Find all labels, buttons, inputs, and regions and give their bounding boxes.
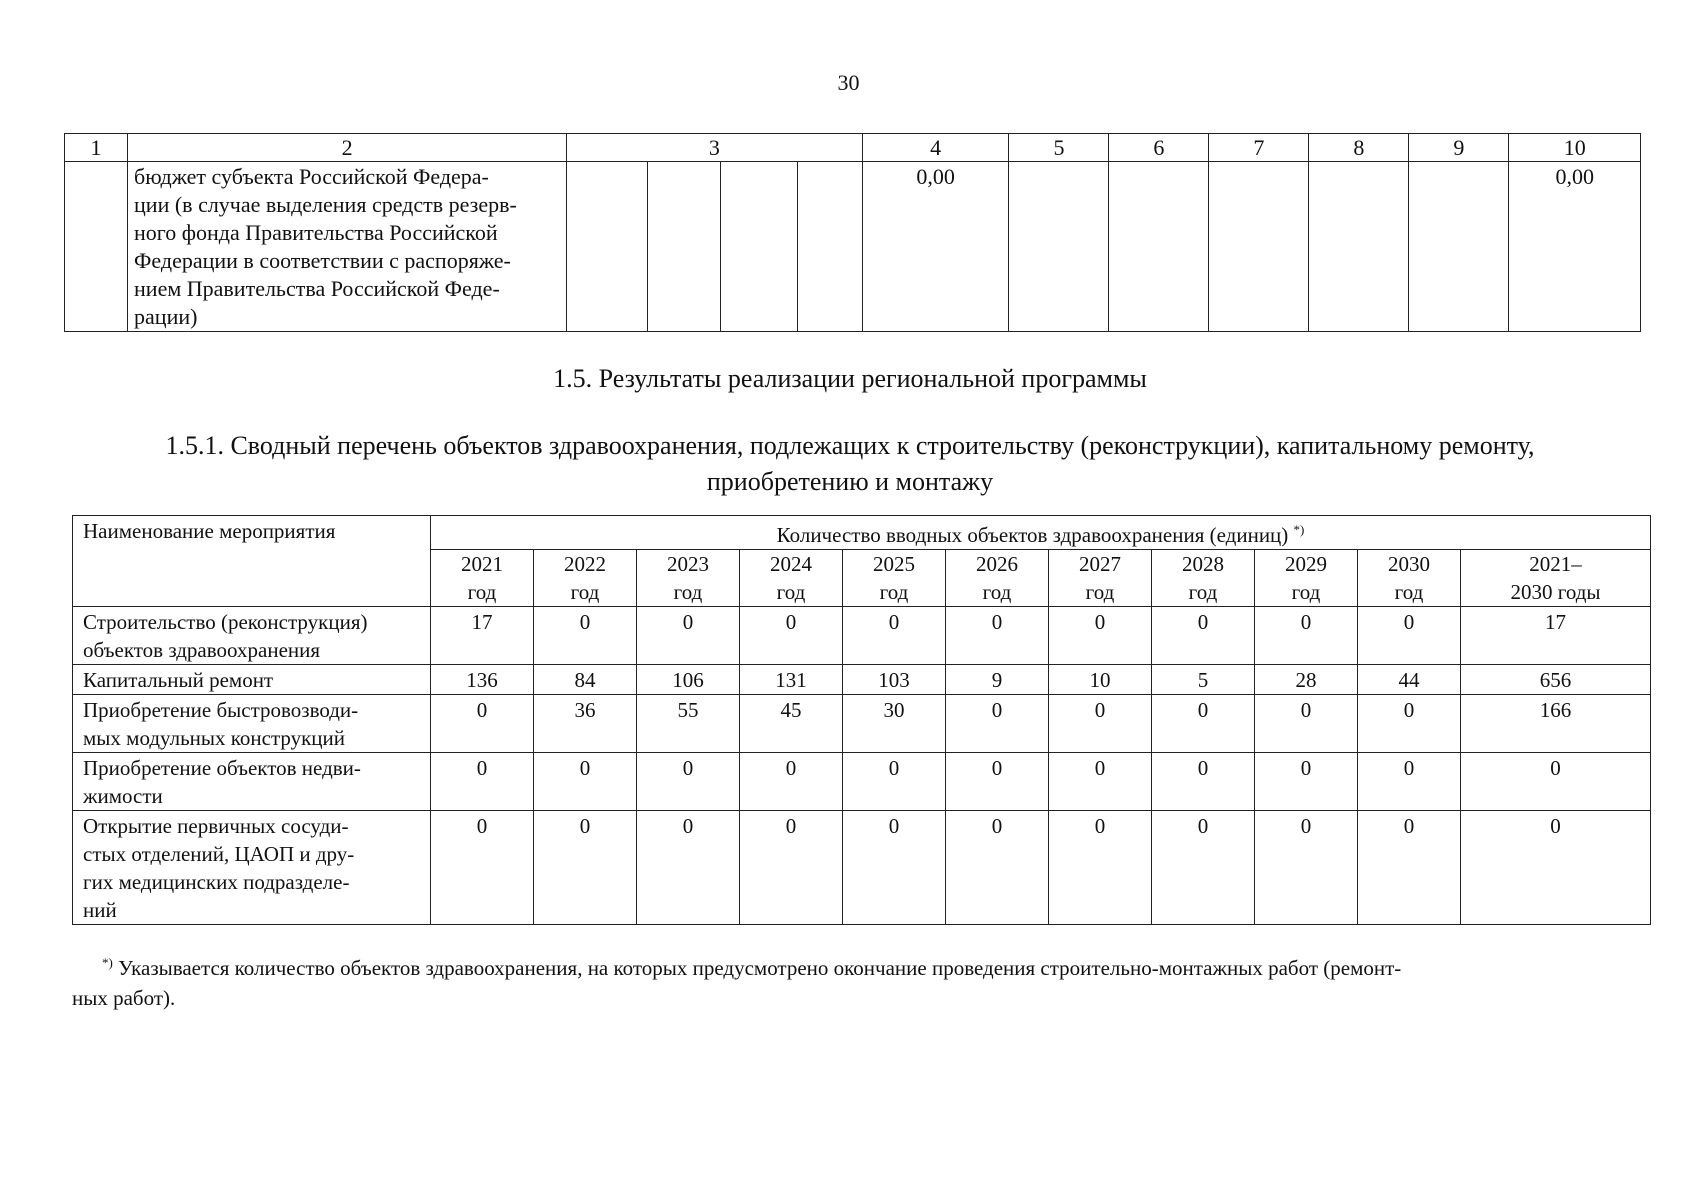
table-row bbox=[73, 753, 1651, 811]
value-cell: 0 bbox=[1255, 695, 1358, 753]
activity-name-cell bbox=[73, 753, 431, 811]
results-table bbox=[72, 515, 1651, 925]
total-amount-cell: 0,00 bbox=[1509, 162, 1641, 332]
value-cell: 0 bbox=[1152, 695, 1255, 753]
year-header-cell bbox=[1358, 550, 1461, 607]
value-cell: 55 bbox=[637, 695, 740, 753]
footnote bbox=[72, 948, 1632, 1013]
value-cell: 17 bbox=[431, 607, 534, 665]
value-cell: 5 bbox=[1152, 665, 1255, 695]
budget-code-cell bbox=[567, 162, 647, 332]
description-line: рации) bbox=[134, 304, 198, 329]
activity-name-line: гих медицинских подразделе- bbox=[83, 870, 350, 894]
column-number: 5 bbox=[1009, 134, 1109, 162]
value-cell: 44 bbox=[1358, 665, 1461, 695]
value-cell: 0 bbox=[637, 753, 740, 811]
year-unit-label: год bbox=[467, 580, 497, 604]
value-cell: 0 bbox=[946, 753, 1049, 811]
column-number: 6 bbox=[1109, 134, 1209, 162]
value-cell: 0 bbox=[1049, 753, 1152, 811]
description-line: Федерации в соответствии с распоряже- bbox=[134, 248, 511, 273]
footnote-mark: *) bbox=[102, 955, 113, 970]
description-line: ции (в случае выделения средств резерв- bbox=[134, 192, 517, 217]
year-label: 2029 bbox=[1285, 552, 1327, 576]
year-unit-label: год bbox=[982, 580, 1012, 604]
amount-cell bbox=[1409, 162, 1509, 332]
column-number: 9 bbox=[1409, 134, 1509, 162]
amount-cell: 0,00 bbox=[862, 162, 1009, 332]
total-value-cell: 656 bbox=[1461, 665, 1651, 695]
value-cell: 136 bbox=[431, 665, 534, 695]
total-value-cell: 166 bbox=[1461, 695, 1651, 753]
value-cell: 0 bbox=[1358, 753, 1461, 811]
year-unit-label: год bbox=[1188, 580, 1218, 604]
budget-code-cell bbox=[721, 162, 797, 332]
value-cell: 0 bbox=[534, 811, 637, 925]
value-cell: 30 bbox=[843, 695, 946, 753]
value-cell: 0 bbox=[431, 811, 534, 925]
value-cell: 0 bbox=[946, 695, 1049, 753]
column-number: 2 bbox=[128, 134, 567, 162]
table-row bbox=[73, 811, 1651, 925]
activity-name-line: стых отделений, ЦАОП и дру- bbox=[83, 842, 355, 866]
value-cell: 0 bbox=[1049, 607, 1152, 665]
subsection-heading-line: 1.5.1. Сводный перечень объектов здравоохранения, подлежащих к строительству (реконструкции), капитальному ремонту, bbox=[165, 431, 1535, 460]
year-unit-label: год bbox=[1085, 580, 1115, 604]
value-cell: 0 bbox=[1049, 695, 1152, 753]
results-header-row bbox=[73, 516, 1651, 550]
value-cell: 10 bbox=[1049, 665, 1152, 695]
year-unit-label: 2030 годы bbox=[1510, 580, 1601, 604]
value-cell: 0 bbox=[843, 607, 946, 665]
year-label: 2028 bbox=[1182, 552, 1224, 576]
table-row bbox=[73, 607, 1651, 665]
value-cell: 0 bbox=[431, 753, 534, 811]
total-value-cell: 0 bbox=[1461, 811, 1651, 925]
budget-code-cell bbox=[647, 162, 721, 332]
footnote-text: Указывается количество объектов здравоохранения, на которых предусмотрено окончание проведения строительно-монтажных работ (ремонт- bbox=[118, 956, 1402, 980]
activity-name-line: мых модульных конструкций bbox=[83, 726, 346, 750]
column-number: 10 bbox=[1509, 134, 1641, 162]
value-cell: 45 bbox=[740, 695, 843, 753]
activity-name-line: Капитальный ремонт bbox=[83, 668, 274, 692]
activity-name-line: Открытие первичных сосуди- bbox=[83, 814, 349, 838]
activity-name-cell bbox=[73, 811, 431, 925]
continuation-header-row bbox=[65, 134, 1641, 162]
description-line: бюджет субъекта Российской Федера- bbox=[134, 164, 489, 189]
column-number: 3 bbox=[567, 134, 863, 162]
year-unit-label: год bbox=[673, 580, 703, 604]
subsection-heading bbox=[60, 428, 1640, 500]
activity-name-cell bbox=[73, 665, 431, 695]
year-header-cell bbox=[534, 550, 637, 607]
column-number: 4 bbox=[862, 134, 1009, 162]
year-label: 2026 bbox=[976, 552, 1018, 576]
budget-code-cell bbox=[797, 162, 862, 332]
activity-name-header: Наименование мероприятия bbox=[73, 516, 431, 607]
year-label: 2021 bbox=[461, 552, 503, 576]
year-header-cell bbox=[1152, 550, 1255, 607]
year-header-cell bbox=[946, 550, 1049, 607]
amount-cell bbox=[1309, 162, 1409, 332]
footnote-reference: *) bbox=[1293, 522, 1305, 537]
year-unit-label: год bbox=[570, 580, 600, 604]
year-unit-label: год bbox=[1394, 580, 1424, 604]
subsection-heading-line: приобретению и монтажу bbox=[706, 467, 994, 496]
year-header-cell bbox=[637, 550, 740, 607]
year-label: 2021– bbox=[1529, 552, 1582, 576]
objects-count-header bbox=[431, 516, 1651, 550]
year-label: 2030 bbox=[1388, 552, 1430, 576]
year-label: 2027 bbox=[1079, 552, 1121, 576]
table-row bbox=[73, 665, 1651, 695]
row-number-cell bbox=[65, 162, 128, 332]
column-number: 8 bbox=[1309, 134, 1409, 162]
value-cell: 0 bbox=[1255, 607, 1358, 665]
value-cell: 0 bbox=[843, 811, 946, 925]
activity-name-line: Строительство (реконструкция) bbox=[83, 610, 368, 634]
value-cell: 28 bbox=[1255, 665, 1358, 695]
continuation-row bbox=[65, 162, 1641, 332]
value-cell: 0 bbox=[637, 607, 740, 665]
value-cell: 0 bbox=[534, 607, 637, 665]
value-cell: 0 bbox=[1152, 607, 1255, 665]
year-header-cell bbox=[1049, 550, 1152, 607]
activity-name-line: Приобретение быстровозводи- bbox=[83, 698, 359, 722]
activity-name-line: ний bbox=[83, 898, 117, 922]
activity-name-line: жимости bbox=[83, 784, 163, 808]
value-cell: 0 bbox=[1255, 811, 1358, 925]
value-cell: 0 bbox=[1358, 607, 1461, 665]
year-header-cell bbox=[1255, 550, 1358, 607]
value-cell: 9 bbox=[946, 665, 1049, 695]
activity-name-line: Приобретение объектов недви- bbox=[83, 756, 361, 780]
funding-source-description bbox=[128, 162, 567, 332]
value-cell: 131 bbox=[740, 665, 843, 695]
value-cell: 0 bbox=[534, 753, 637, 811]
value-cell: 0 bbox=[740, 753, 843, 811]
value-cell: 0 bbox=[946, 811, 1049, 925]
value-cell: 0 bbox=[740, 607, 843, 665]
description-line: нием Правительства Российской Феде- bbox=[134, 276, 500, 301]
value-cell: 106 bbox=[637, 665, 740, 695]
objects-count-header-text: Количество вводных объектов здравоохранения (единиц) bbox=[776, 523, 1289, 547]
amount-cell bbox=[1209, 162, 1309, 332]
year-unit-label: год bbox=[879, 580, 909, 604]
year-header-cell bbox=[740, 550, 843, 607]
total-value-cell: 17 bbox=[1461, 607, 1651, 665]
page-number: 30 bbox=[837, 70, 860, 95]
column-number: 1 bbox=[65, 134, 128, 162]
value-cell: 0 bbox=[740, 811, 843, 925]
activity-name-cell bbox=[73, 695, 431, 753]
year-header-cell bbox=[843, 550, 946, 607]
year-unit-label: год bbox=[776, 580, 806, 604]
year-header-cell bbox=[431, 550, 534, 607]
footnote-text-continued: ных работ). bbox=[72, 986, 176, 1010]
year-label: 2022 bbox=[564, 552, 606, 576]
value-cell: 103 bbox=[843, 665, 946, 695]
description-line: ного фонда Правительства Российской bbox=[134, 220, 498, 245]
column-number: 7 bbox=[1209, 134, 1309, 162]
year-label: 2023 bbox=[667, 552, 709, 576]
value-cell: 84 bbox=[534, 665, 637, 695]
section-heading: 1.5. Результаты реализации региональной программы bbox=[553, 364, 1147, 393]
value-cell: 0 bbox=[1358, 695, 1461, 753]
year-label: 2025 bbox=[873, 552, 915, 576]
year-header-cell bbox=[1461, 550, 1651, 607]
value-cell: 0 bbox=[1152, 753, 1255, 811]
value-cell: 0 bbox=[1358, 811, 1461, 925]
value-cell: 0 bbox=[1152, 811, 1255, 925]
value-cell: 0 bbox=[1049, 811, 1152, 925]
value-cell: 0 bbox=[1255, 753, 1358, 811]
value-cell: 0 bbox=[843, 753, 946, 811]
year-unit-label: год bbox=[1291, 580, 1321, 604]
activity-name-cell bbox=[73, 607, 431, 665]
value-cell: 0 bbox=[637, 811, 740, 925]
value-cell: 0 bbox=[431, 695, 534, 753]
activity-name-line: объектов здравоохранения bbox=[83, 638, 321, 662]
total-value-cell: 0 bbox=[1461, 753, 1651, 811]
table-row bbox=[73, 695, 1651, 753]
year-label: 2024 bbox=[770, 552, 812, 576]
value-cell: 36 bbox=[534, 695, 637, 753]
value-cell: 0 bbox=[946, 607, 1049, 665]
amount-cell bbox=[1109, 162, 1209, 332]
amount-cell bbox=[1009, 162, 1109, 332]
continuation-table bbox=[64, 133, 1641, 332]
